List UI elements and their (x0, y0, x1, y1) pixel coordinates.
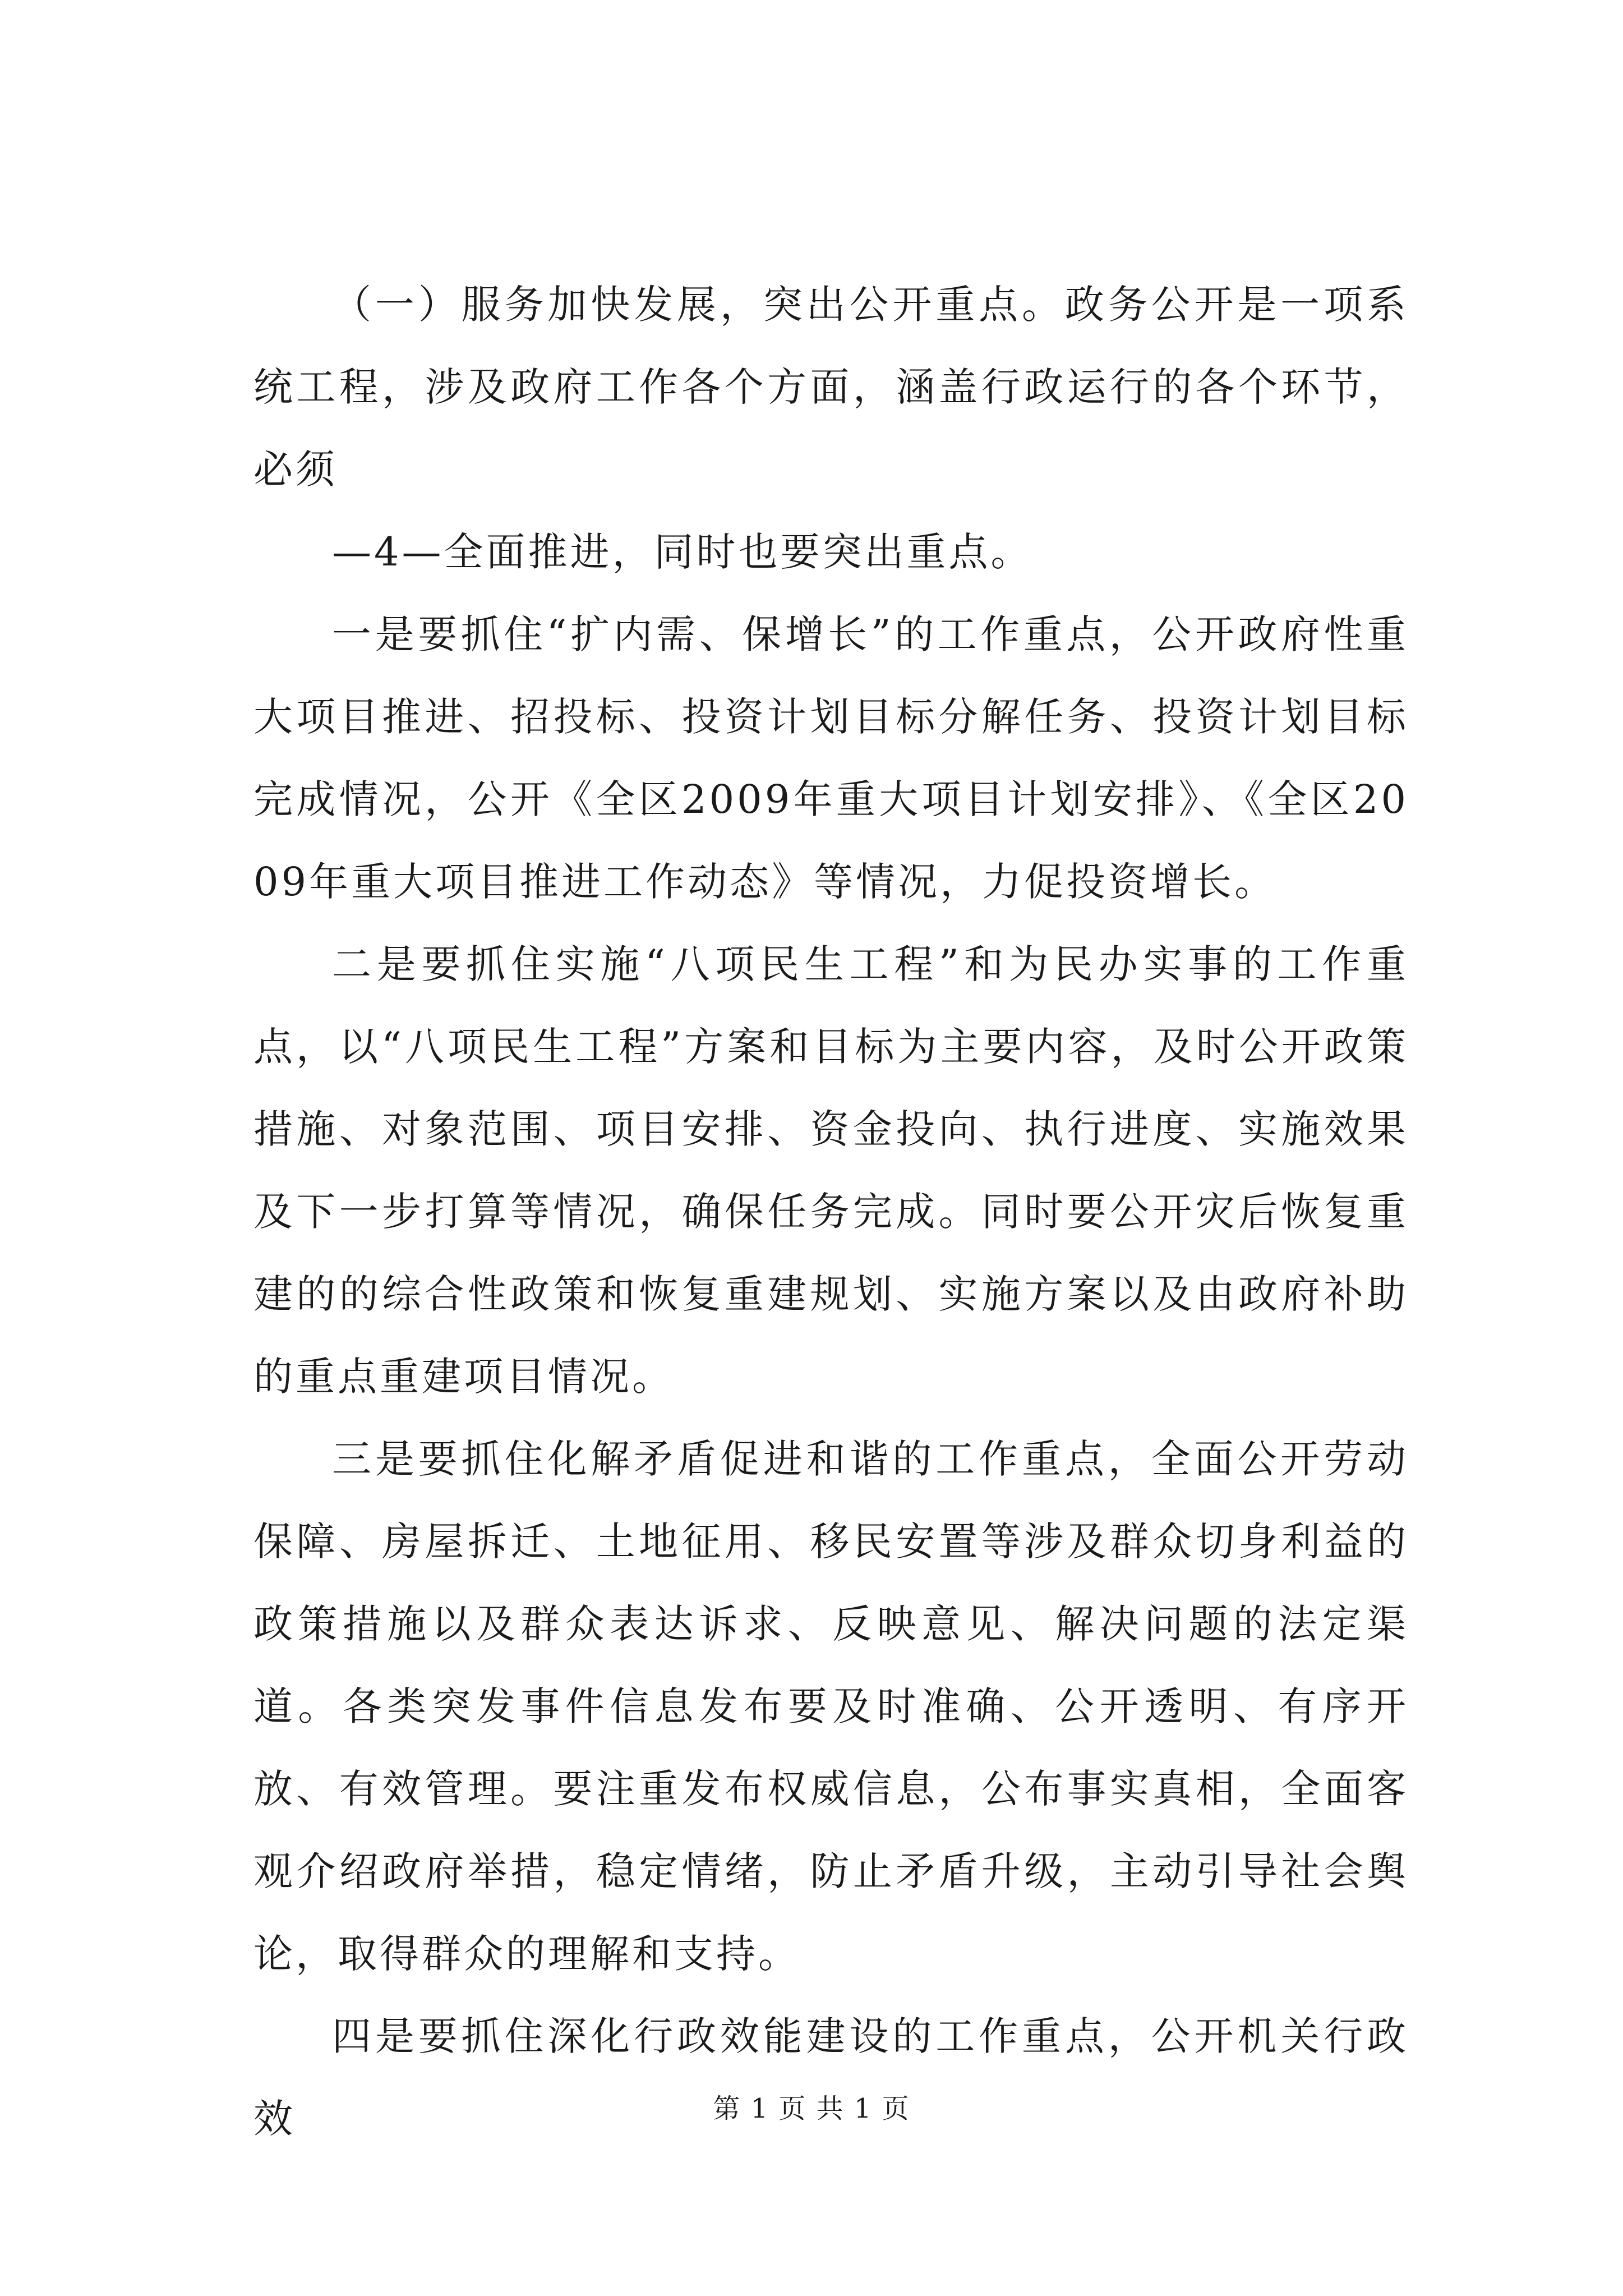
paragraph-service-focus: （一）服务加快发展，突出公开重点。政务公开是一项系统工程，涉及政府工作各个方面，涵盖行政运行的各个环节，必须 (253, 282, 1409, 493)
document-body (253, 264, 1409, 2160)
paragraph-page-marker: —4—全面推进，同时也要突出重点。 (332, 529, 1033, 575)
page-number-footer: 第 1 页 共 1 页 (713, 2093, 910, 2124)
paragraph-point-four: 四是要抓住深化行政效能建设的工作重点，公开机关行政效 (253, 2013, 1409, 2142)
paragraph-point-one: 一是要抓住“扩内需、保增长”的工作重点，公开政府性重大项目推进、招投标、投资计划目标分解任务、投资计划目标完成情况，公开《全区2009年重大项目计划安排》、《全区2009年重大项目推进工作动态》等情况，力促投资增长。 (253, 611, 1409, 905)
paragraph-point-three: 三是要抓住化解矛盾促进和谐的工作重点，全面公开劳动保障、房屋拆迁、土地征用、移民安置等涉及群众切身利益的政策措施以及群众表达诉求、反映意见、解决问题的法定渠道。各类突发事件信息发布要及时准确、公开透明、有序开放、有效管理。要注重发布权威信息，公布事实真相，全面客观介绍政府举措，稳定情绪，防止矛盾升级，主动引导社会舆论，取得群众的理解和支持。 (253, 1436, 1409, 1977)
paragraph-point-two: 二是要抓住实施“八项民生工程”和为民办实事的工作重点，以“八项民生工程”方案和目标为主要内容，及时公开政策措施、对象范围、项目安排、资金投向、执行进度、实施效果及下一步打算等情况，确保任务完成。同时要公开灾后恢复重建的的综合性政策和恢复重建规划、实施方案以及由政府补助的重点重建项目情况。 (253, 941, 1409, 1400)
